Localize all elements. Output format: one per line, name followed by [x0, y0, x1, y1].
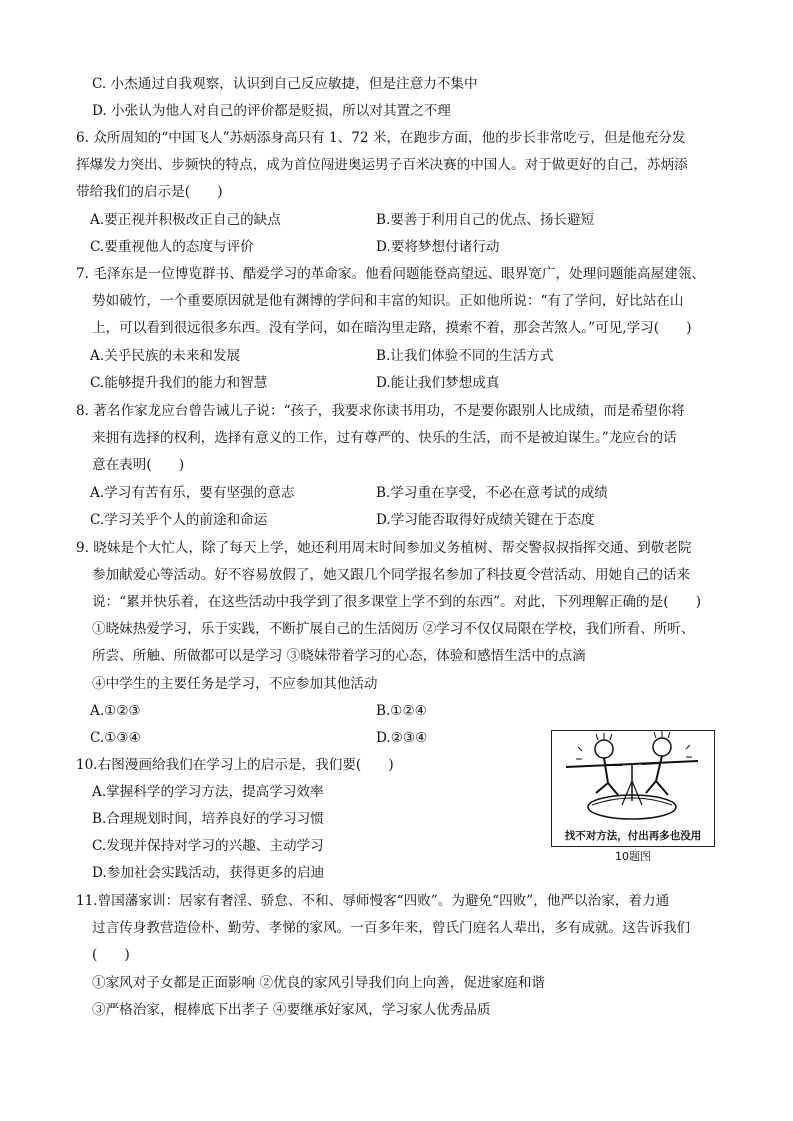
q9-statement-line-2: 所尝、所触、所做都可以是学习 ③晓妹带着学习的心态，体验和感悟生活中的点滴	[92, 648, 586, 664]
q9-option-d: D.②③④	[376, 730, 428, 746]
q9-stem-line-3: 说：“累并快乐着，在这些活动中我学到了很多课堂上学不到的东西”。对此，下列理解正确的是( )	[92, 594, 702, 610]
q9-stem-line-2: 参加献爱心等活动。好不容易放假了，她又跟几个同学报名参加了科技夏令营活动、用她自己的话来	[92, 567, 691, 583]
q9-statement-line-1: ①晓妹热爱学习，乐于实践，不断扩展自己的生活阅历 ②学习不仅仅局限在学校，我们所看、所听、	[92, 621, 695, 637]
q7-option-c: C.能够提升我们的能力和智慧	[90, 375, 268, 391]
q9-option-c: C.①③④	[90, 730, 141, 746]
cartoon-drawing	[552, 731, 713, 825]
q10-option-d: D.参加社会实践活动，获得更多的启迪	[92, 865, 325, 881]
q8-option-a: A.学习有苦有乐，要有坚强的意志	[90, 485, 295, 501]
q10-stem: 10.右图漫画给我们在学习上的启示是，我们要( )	[76, 757, 394, 773]
q11-stem-line-2: 过言传身教营造俭朴、勤劳、孝悌的家风。一百多年来，曾氏门庭名人辈出，多有成就。这告诉我们	[92, 920, 691, 936]
q7-option-d: D.能让我们梦想成真	[376, 375, 500, 391]
figure-label: 10题图	[615, 850, 651, 863]
q6-option-c: C.要重视他人的态度与评价	[90, 239, 254, 255]
q10-option-c: C.发现并保持对学习的兴趣、主动学习	[92, 838, 324, 854]
q9-statement-line-3: ④中学生的主要任务是学习，不应参加其他活动	[92, 676, 378, 692]
q8-stem-line-3: 意在表明( )	[92, 457, 185, 473]
q11-stem-line-3: ( )	[92, 947, 130, 963]
q10-cartoon	[551, 730, 715, 847]
q9-option-a: A.①②③	[90, 703, 141, 719]
q6-stem-line-3: 带给我们的启示是( )	[76, 184, 223, 200]
q6-option-b: B.要善于利用自己的优点、扬长避短	[376, 212, 595, 228]
q11-statement-line-2: ③严格治家，棍棒底下出孝子 ④要继承好家风，学习家人优秀品质	[92, 1002, 491, 1018]
q6-stem-line-2: 挥爆发力突出、步频快的特点，成为首位闯进奥运男子百米决赛的中国人。对于做更好的自己，苏炳添	[76, 157, 688, 173]
q11-stem-line-1: 11.曾国藩家训：居家有奢淫、骄怠、不和、辱师慢客“四败”。为避免“四败”，他严以治家，着力通	[76, 893, 670, 909]
q7-option-b: B.让我们体验不同的生活方式	[376, 348, 554, 364]
q6-option-d: D.要将梦想付诸行动	[376, 239, 500, 255]
q10-option-b: B.合理规划时间，培养良好的学习习惯	[92, 811, 324, 827]
q7-option-a: A.关乎民族的未来和发展	[90, 348, 241, 364]
q7-stem-line-2: 势如破竹，一个重要原因就是他有渊博的学问和丰富的知识。正如他所说：“有了学问，好比站在山	[92, 293, 684, 309]
q5-option-d: D. 小张认为他人对自己的评价都是贬损，所以对其置之不理	[92, 103, 451, 119]
q8-stem-line-1: 8. 著名作家龙应台曾告诫儿子说：“孩子，我要求你读书用功，不是要你跟别人比成绩，而是希望你将	[76, 403, 685, 419]
q6-stem-line-1: 6. 众所周知的“中国飞人”苏炳添身高只有 1、72 米，在跑步方面，他的步长非常吃亏，但是他充分发	[76, 130, 686, 146]
q9-stem-line-1: 9. 晓妹是个大忙人，除了每天上学，她还利用周末时间参加义务植树、帮交警叔叔指挥交通、到敬老院	[76, 540, 692, 556]
q10-option-a: A.掌握科学的学习方法，提高学习效率	[92, 784, 324, 800]
cartoon-caption: 找不对方法，付出再多也没用	[564, 830, 702, 842]
q9-option-b: B.①②④	[376, 703, 427, 719]
q11-statement-line-1: ①家风对子女都是正面影响 ②优良的家风引导我们向上向善，促进家庭和谐	[92, 975, 545, 991]
q8-stem-line-2: 来拥有选择的权利，选择有意义的工作，过有尊严的、快乐的生活，而不是被迫谋生。”龙应台的话	[92, 430, 677, 446]
q5-option-c: C. 小杰通过自我观察，认识到自己反应敏捷，但是注意力不集中	[92, 76, 478, 92]
q7-stem-line-3: 上，可以看到很远很多东西。没有学问，如在暗沟里走路，摸索不着，那会苦煞人。”可见,学习( )	[92, 320, 692, 336]
q6-option-a: A.要正视并积极改正自己的缺点	[90, 212, 281, 228]
q8-option-b: B.学习重在享受，不必在意考试的成绩	[376, 485, 608, 501]
q8-option-d: D.学习能否取得好成绩关键在于态度	[376, 512, 595, 528]
q8-option-c: C.学习关乎个人的前途和命运	[90, 512, 268, 528]
q7-stem-line-1: 7. 毛泽东是一位博览群书、酷爱学习的革命家。他看问题能登高望远、眼界宽广，处理问题能高屋建瓴、	[76, 266, 706, 282]
